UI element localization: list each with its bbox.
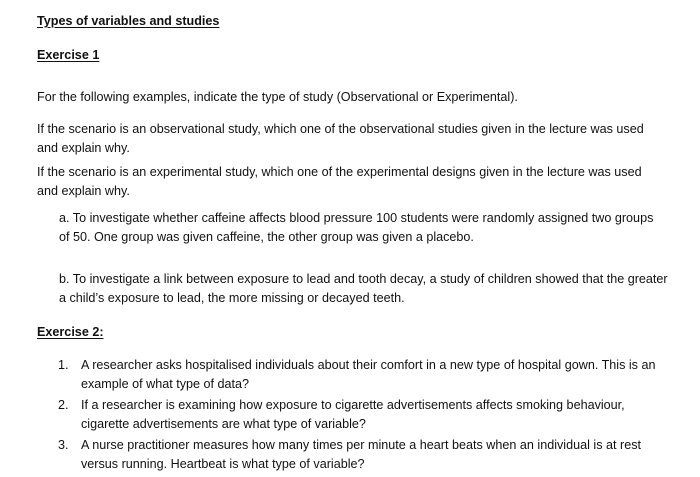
list-item <box>58 356 670 394</box>
exercise-1-heading: Exercise 1 <box>37 48 100 62</box>
exercise-1-intro: For the following examples, indicate the type of study (Observational or Experimental). <box>37 90 518 104</box>
observational-instruction: If the scenario is an observational study, which one of the observational studies given in the lecture was used and explain why. <box>37 122 644 155</box>
list-item-number: 1. <box>58 358 69 372</box>
list-item <box>58 396 670 434</box>
list-item-number: 2. <box>58 398 69 412</box>
list-item-text: If a researcher is examining how exposure to cigarette advertisements affects smoking behaviour, cigarette advertisements are what type of variable? <box>81 398 625 431</box>
list-item-number: 3. <box>58 438 69 452</box>
exercise-2-heading: Exercise 2: <box>37 325 104 339</box>
list-item <box>58 436 670 474</box>
list-item-text: A researcher asks hospitalised individuals about their comfort in a new type of hospital gown. This is an example of what type of data? <box>81 358 656 391</box>
page-title: Types of variables and studies <box>37 14 220 28</box>
exercise-1-item-b: b. To investigate a link between exposure to lead and tooth decay, a study of children showed that the greater a child’s exposure to lead, the more missing or decayed teeth. <box>59 272 668 305</box>
exercise-2-list <box>58 356 670 476</box>
exercise-1-item-a: a. To investigate whether caffeine affects blood pressure 100 students were randomly assigned two groups of 50. One group was given caffeine, the other group was given a placebo. <box>59 211 654 244</box>
experimental-instruction: If the scenario is an experimental study, which one of the experimental designs given in the lecture was used and explain why. <box>37 165 642 198</box>
list-item-text: A nurse practitioner measures how many times per minute a heart beats when an individual is at rest versus running. Heartbeat is what type of variable? <box>81 438 642 471</box>
